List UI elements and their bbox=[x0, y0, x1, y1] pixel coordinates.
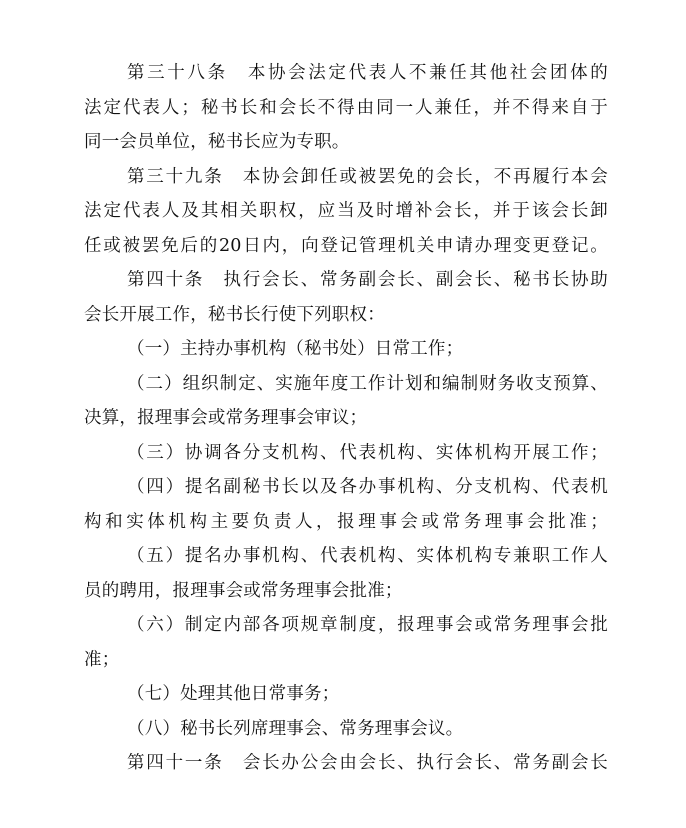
duty-item-1: （一）主持办事机构（秘书处）日常工作； bbox=[127, 339, 464, 359]
article-39-line-2: 法定代表人及其相关职权，应当及时增补会长，并于该会长卸 bbox=[84, 201, 608, 221]
duty-item-6-line-1: （六）制定内部各项规章制度，报理事会或常务理事会批 bbox=[127, 615, 608, 635]
duty-item-6-line-2: 准； bbox=[84, 649, 120, 670]
article-38-line-2: 法定代表人；秘书长和会长不得由同一人兼任，并不得来自于 bbox=[84, 97, 608, 118]
duty-item-7: （七）处理其他日常事务； bbox=[127, 684, 340, 704]
article-39-line-3: 任或被罢免后的20日内，向登记管理机关申请办理变更登记。 bbox=[84, 235, 608, 256]
article-41-line-1: 第四十一条 会长办公会由会长、执行会长、常务副会长 bbox=[127, 753, 608, 773]
duty-item-3: （三）协调各分支机构、代表机构、实体机构开展工作； bbox=[127, 442, 608, 463]
duty-item-8: （八）秘书长列席理事会、常务理事会议。 bbox=[127, 718, 464, 739]
article-40-line-1: 第四十条 执行会长、常务副会长、副会长、秘书长协助 bbox=[127, 270, 608, 290]
duty-item-4-line-1: （四）提名副秘书长以及各办事机构、分支机构、代表机 bbox=[127, 477, 608, 497]
duty-item-2-line-2: 决算，报理事会或常务理事会审议； bbox=[84, 408, 368, 428]
duty-item-5-line-1: （五）提名办事机构、代表机构、实体机构专兼职工作人 bbox=[127, 546, 608, 566]
duty-item-4-line-2: 构和实体机构主要负责人，报理事会或常务理事会批准； bbox=[84, 511, 608, 532]
article-40-line-2: 会长开展工作，秘书长行使下列职权： bbox=[84, 304, 385, 325]
article-39-line-1: 第三十九条 本协会卸任或被罢免的会长，不再履行本会 bbox=[127, 166, 608, 187]
article-38-line-3: 同一会员单位，秘书长应为专职。 bbox=[84, 132, 350, 152]
duty-item-2-line-1: （二）组织制定、实施年度工作计划和编制财务收支预算、 bbox=[127, 373, 608, 394]
duty-item-5-line-2: 员的聘用，报理事会或常务理事会批准； bbox=[84, 580, 403, 601]
article-38-line-1: 第三十八条 本协会法定代表人不兼任其他社会团体的 bbox=[127, 63, 608, 83]
document-page bbox=[84, 56, 608, 781]
